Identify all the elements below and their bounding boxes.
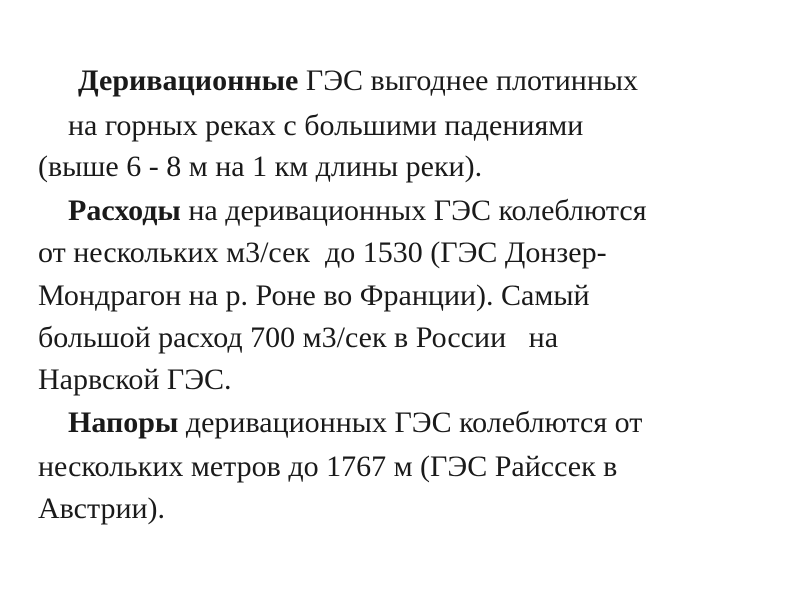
- paragraph-2-line-3: [38, 281, 590, 311]
- paragraph-2-line-1: [68, 196, 647, 226]
- line-text: большой расход 700 м3/сек в России на: [38, 321, 559, 354]
- line-text: Нарвской ГЭС.: [38, 363, 232, 396]
- paragraph-2-line-5: [38, 365, 232, 395]
- line-text: на горных реках с большими падениями: [68, 109, 584, 142]
- line-text: на деривационных ГЭС колеблются: [180, 194, 647, 227]
- paragraph-2-line-4: [38, 323, 558, 353]
- paragraph-3-line-3: [38, 494, 165, 524]
- paragraph-2-line-2: [38, 238, 607, 268]
- paragraph-3-line-1: [68, 408, 642, 438]
- line-text: деривационных ГЭС колеблются от: [178, 406, 643, 439]
- term-derivation: Деривационные: [78, 64, 299, 97]
- term-heads: Напоры: [68, 406, 179, 439]
- line-text: нескольких метров до 1767 м (ГЭС Райссек в: [38, 450, 618, 483]
- paragraph-1-line-3: [38, 152, 482, 182]
- paragraph-1-line-2: [68, 111, 583, 141]
- term-flows: Расходы: [68, 194, 181, 227]
- line-text: ГЭС выгоднее плотинных: [298, 64, 639, 97]
- line-text: Австрии).: [38, 492, 166, 525]
- paragraph-1-line-1: [78, 66, 638, 96]
- line-text: (выше 6 - 8 м на 1 км длины реки).: [38, 150, 483, 183]
- paragraph-3-line-2: [38, 452, 617, 482]
- line-text: от нескольких м3/сек до 1530 (ГЭС Донзер-: [38, 236, 607, 269]
- line-text: Мондрагон на р. Роне во Франции). Самый: [38, 279, 590, 312]
